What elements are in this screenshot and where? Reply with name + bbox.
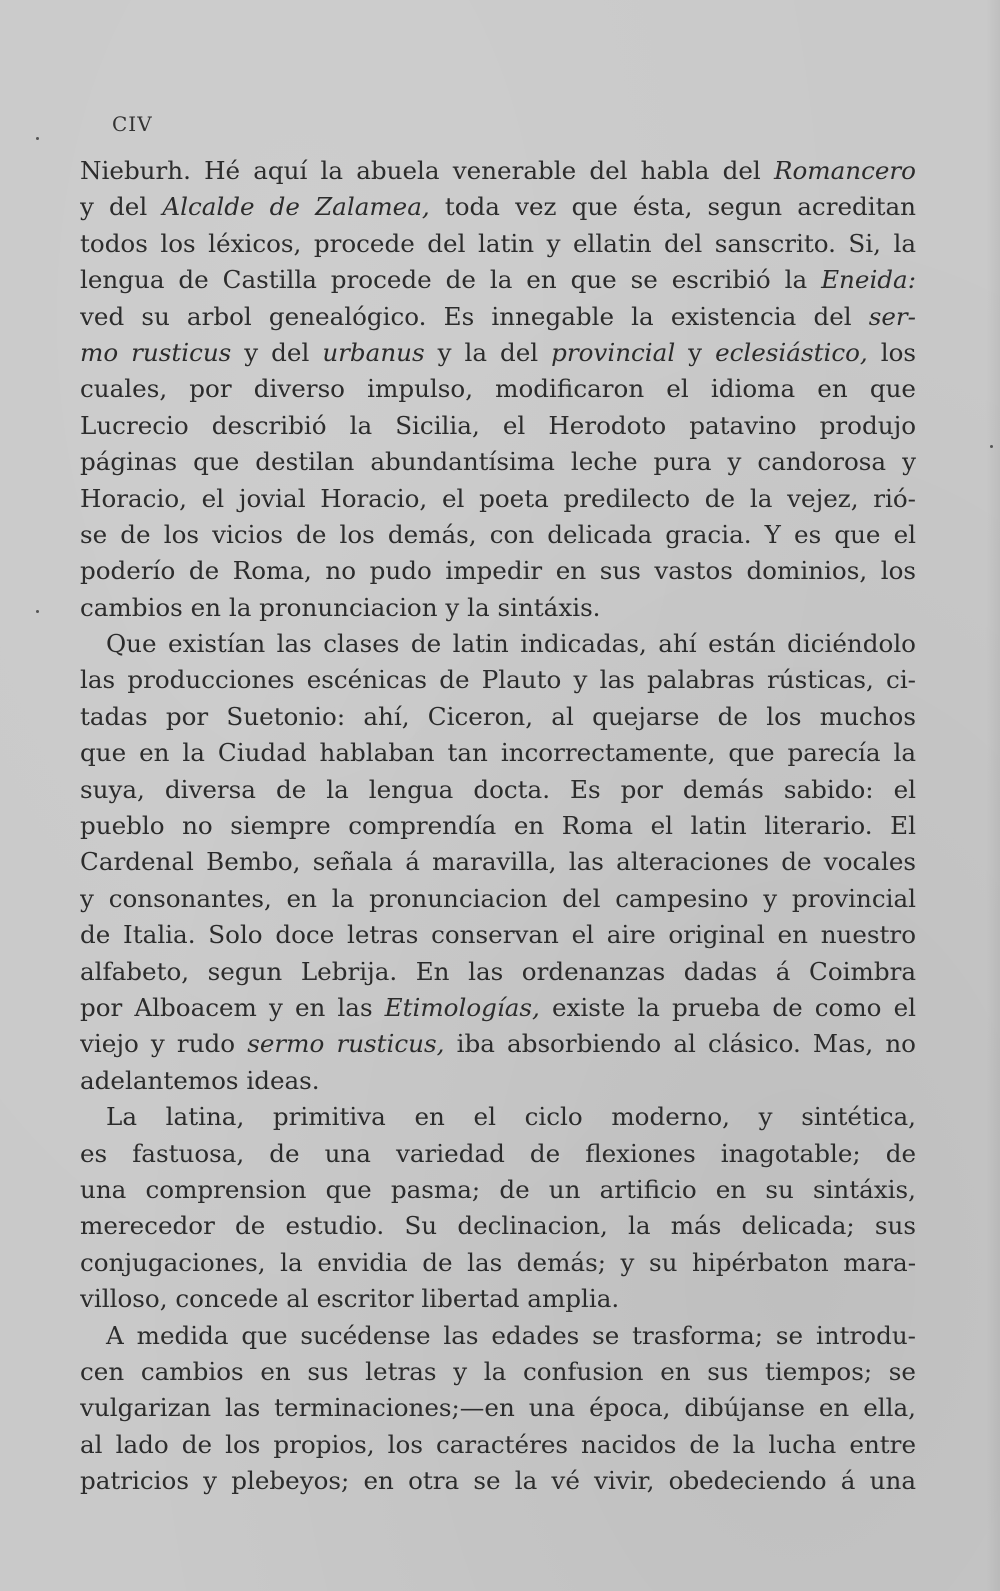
text-line (80, 1208, 916, 1244)
text-run: se de los vicios de los demás, con delicada gracia. Y es que el (80, 519, 916, 549)
body-text (80, 153, 916, 1499)
text-line (80, 844, 916, 880)
text-run: por Alboacem y en las (80, 992, 385, 1022)
italic-text: mo rusticus (80, 337, 232, 367)
text-run: villoso, concede al escritor libertad amplia. (80, 1284, 620, 1314)
print-speck (36, 610, 39, 613)
text-line (80, 990, 916, 1026)
text-line (80, 1463, 916, 1499)
text-run: alfabeto, segun Lebrija. En las ordenanzas dadas á Coimbra (80, 956, 916, 986)
text-run: Que existían las clases de latin indicadas, ahí están diciéndolo (106, 629, 916, 659)
italic-text: provincial (551, 337, 676, 367)
text-run: cambios en la pronunciacion y la sintáxis. (80, 592, 601, 622)
paragraph (80, 1099, 916, 1317)
text-run: las producciones escénicas de Plauto y las palabras rústicas, ci- (80, 665, 916, 695)
italic-text: urbanus (322, 337, 425, 367)
text-line (80, 954, 916, 990)
text-run: ved su arbol genealógico. Es innegable la existencia del (80, 301, 869, 331)
text-line (80, 1063, 916, 1099)
text-line (80, 1172, 916, 1208)
text-run: una comprension que pasma; de un artificio en su sintáxis, (80, 1174, 916, 1204)
text-line (80, 1281, 916, 1317)
text-run: Cardenal Bembo, señala á maravilla, las alteraciones de vocales (80, 847, 916, 877)
text-line (80, 626, 916, 662)
text-line (80, 1318, 916, 1354)
text-run: es fastuosa, de una variedad de flexiones inagotable; de (80, 1138, 916, 1168)
text-run: poderío de Roma, no pudo impedir en sus vastos dominios, los (80, 556, 916, 586)
print-speck (36, 137, 39, 140)
text-line (80, 1026, 916, 1062)
text-run: patricios y plebeyos; en otra se la vé vivir, obedeciendo á una (80, 1466, 916, 1496)
text-run: y la del (424, 337, 552, 367)
italic-text: eclesiástico, (715, 337, 868, 367)
text-line (80, 590, 916, 626)
text-run: conjugaciones, la envidia de las demás; y su hipérbaton mara- (80, 1247, 916, 1277)
text-line (80, 917, 916, 953)
paragraph (80, 626, 916, 1099)
text-run: todos los léxicos, procede del latin y ellatin del sanscrito. Si, la (80, 228, 916, 258)
text-run: pueblo no siempre comprendía en Roma el latin literario. El (80, 811, 916, 841)
italic-text: Alcalde de Zalamea, (162, 192, 430, 222)
italic-text: sermo rusticus, (247, 1029, 445, 1059)
text-line (80, 226, 916, 262)
text-line (80, 735, 916, 771)
text-line (80, 1245, 916, 1281)
text-run: La latina, primitiva en el ciclo moderno, y sintética, (106, 1102, 916, 1132)
text-run: lengua de Castilla procede de la en que se escribió la (80, 265, 822, 295)
italic-text: ser- (868, 301, 916, 331)
text-line (80, 408, 916, 444)
paragraph (80, 1318, 916, 1500)
text-line (80, 1390, 916, 1426)
text-line (80, 335, 916, 371)
text-run: y consonantes, en la pronunciacion del campesino y provincial (80, 883, 916, 913)
text-line (80, 299, 916, 335)
text-line (80, 1427, 916, 1463)
text-run: Nieburh. Hé aquí la abuela venerable del habla del (80, 156, 774, 185)
text-run: vulgarizan las terminaciones;—en una época, dibújanse en ella, (80, 1393, 916, 1423)
text-run: toda vez que ésta, segun acreditan (429, 192, 916, 222)
text-run: al lado de los propios, los caractéres nacidos de la lucha entre (80, 1429, 916, 1459)
page-edge-shadow (986, 0, 1000, 1591)
text-run: existe la prueba de como el (539, 992, 916, 1022)
text-run: páginas que destilan abundantísima leche pura y candorosa y (80, 447, 916, 477)
text-run: de Italia. Solo doce letras conservan el aire original en nuestro (80, 920, 916, 950)
text-run: iba absorbiendo al clásico. Mas, no (444, 1029, 916, 1059)
italic-text: Eneida: (821, 265, 916, 295)
text-line (80, 662, 916, 698)
text-line (80, 262, 916, 298)
text-line (80, 808, 916, 844)
text-line (80, 881, 916, 917)
text-run: cen cambios en sus letras y la confusion en sus tiempos; se (80, 1356, 916, 1386)
text-run: merecedor de estudio. Su declinacion, la más delicada; sus (80, 1211, 916, 1241)
text-run: tadas por Suetonio: ahí, Ciceron, al quejarse de los muchos (80, 701, 916, 731)
text-line (80, 481, 916, 517)
text-run: viejo y rudo (80, 1029, 248, 1059)
text-run: Horacio, el jovial Horacio, el poeta predilecto de la vejez, rió- (80, 483, 916, 513)
text-run: adelantemos ideas. (80, 1065, 320, 1095)
text-line (80, 444, 916, 480)
text-line (80, 553, 916, 589)
text-run: y del (80, 192, 163, 222)
text-line (80, 371, 916, 407)
text-run: los (867, 337, 916, 367)
paragraph (80, 153, 916, 626)
text-run: A medida que sucédense las edades se trasforma; se introdu- (106, 1320, 916, 1350)
text-line (80, 1354, 916, 1390)
text-line (80, 517, 916, 553)
italic-text: Romancero (773, 156, 916, 185)
text-line (80, 1136, 916, 1172)
text-line (80, 699, 916, 735)
text-run: cuales, por diverso impulso, modificaron el idioma en que (80, 374, 916, 404)
text-run: y (675, 337, 716, 367)
text-run: Lucrecio describió la Sicilia, el Herodoto patavino produjo (80, 410, 916, 440)
text-line (80, 189, 916, 225)
page-number: CIV (112, 112, 153, 136)
text-run: suya, diversa de la lengua docta. Es por demás sabido: el (80, 774, 916, 804)
italic-text: Etimologías, (384, 992, 540, 1022)
text-run: y del (231, 337, 323, 367)
print-speck (990, 445, 993, 448)
text-line (80, 772, 916, 808)
text-run: que en la Ciudad hablaban tan incorrectamente, que parecía la (80, 738, 916, 768)
text-line (80, 1099, 916, 1135)
text-line (80, 153, 916, 189)
